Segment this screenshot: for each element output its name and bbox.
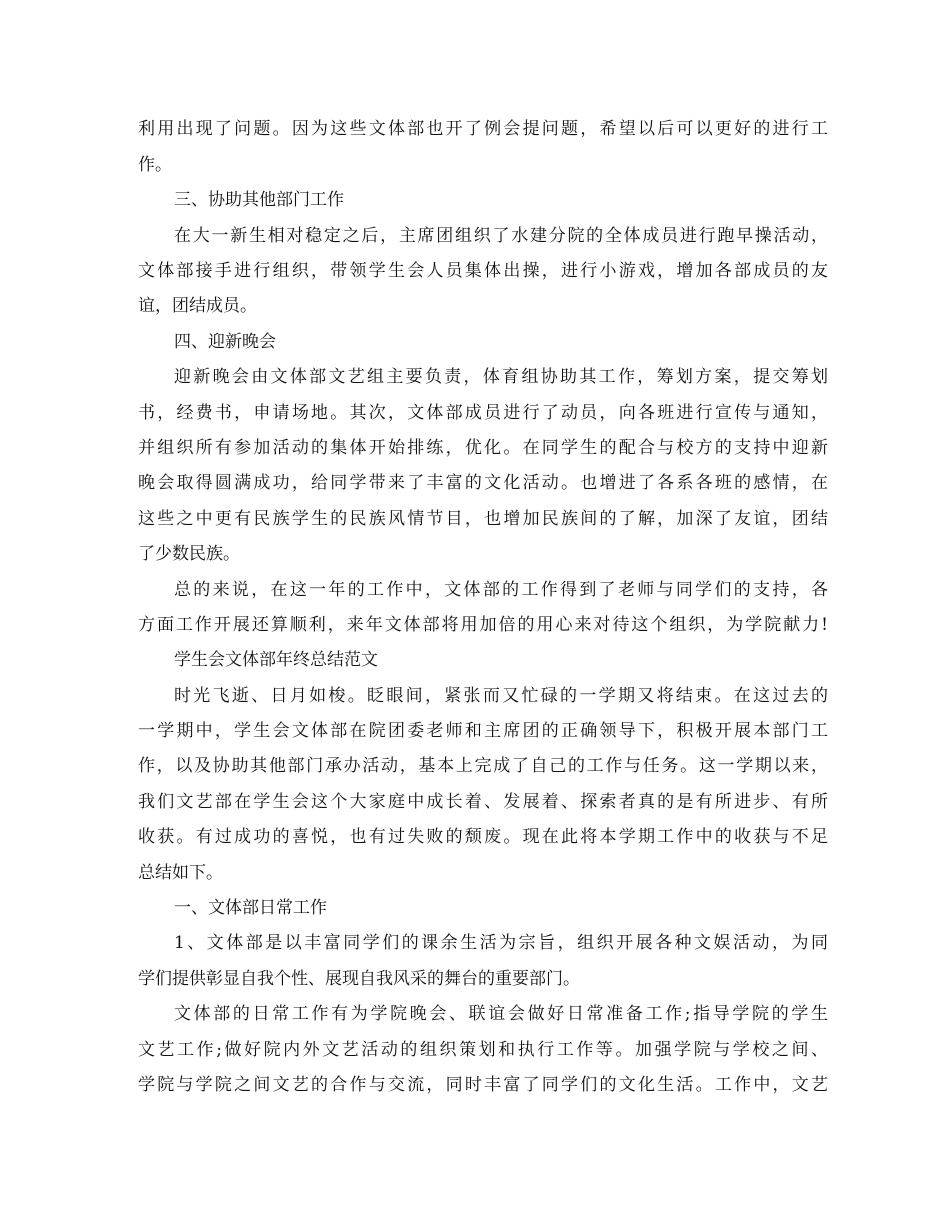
text-line: 这些之中更有民族学生的民族风情节目，也增加民族间的了解，加深了友谊，团结 (138, 509, 828, 529)
text-line: 书，经费书，申请场地。其次，文体部成员进行了动员，向各班进行宣传与通知， (138, 403, 828, 423)
text-line: 文体部的日常工作有为学院晚会、联谊会做好日常准备工作;指导学院的学生 (174, 1004, 828, 1024)
text-line: 总的来说，在这一年的工作中，文体部的工作得到了老师与同学们的支持，各 (174, 580, 828, 600)
text-line: 在大一新生相对稳定之后，主席团组织了水建分院的全体成员进行跑早操活动， (174, 226, 828, 246)
text-line: 晚会取得圆满成功，给同学带来了丰富的文化活动。也增进了各系各班的感情，在 (138, 473, 828, 493)
text-line: 学们提供彰显自我个性、展现自我风采的舞台的重要部门。 (138, 969, 580, 989)
text-line: 利用出现了问题。因为这些文体部也开了例会提问题，希望以后可以更好的进行工 (138, 119, 828, 139)
section-heading: 三、协助其他部门工作 (174, 190, 344, 210)
text-line: 谊，团结成员。 (138, 296, 257, 316)
text-line: 文艺工作;做好院内外文艺活动的组织策划和执行工作等。加强学院与学校之间、 (138, 1040, 828, 1060)
text-line: 文体部接手进行组织，带领学生会人员集体出操，进行小游戏，增加各部成员的友 (138, 261, 828, 281)
text-line: 一学期中，学生会文体部在院团委老师和主席团的正确领导下，积极开展本部门工 (138, 721, 828, 741)
text-line: 作。 (138, 155, 172, 175)
text-line: 方面工作开展还算顺利，来年文体部将用加倍的用心来对待这个组织，为学院献力! (138, 615, 828, 635)
text-line: 总结如下。 (138, 863, 223, 883)
section-heading: 四、迎新晚会 (174, 332, 276, 352)
text-line: 我们文艺部在学生会这个大家庭中成长着、发展着、探索者真的是有所进步、有所 (138, 792, 828, 812)
text-line: 学院与学院之间文艺的合作与交流，同时丰富了同学们的文化生活。工作中，文艺 (138, 1075, 828, 1095)
text-line: 迎新晚会由文体部文艺组主要负责，体育组协助其工作，筹划方案，提交筹划 (174, 367, 828, 387)
text-line: 1、文体部是以丰富同学们的课余生活为宗旨，组织开展各种文娱活动，为同 (174, 933, 828, 953)
text-line: 并组织所有参加活动的集体开始排练，优化。在同学生的配合与校方的支持中迎新 (138, 438, 828, 458)
text-line: 时光飞逝、日月如梭。眨眼间，紧张而又忙碌的一学期又将结束。在这过去的 (174, 686, 828, 706)
text-line: 了少数民族。 (138, 544, 240, 564)
section-heading: 一、文体部日常工作 (174, 898, 327, 918)
text-line: 收获。有过成功的喜悦，也有过失败的颓废。现在此将本学期工作中的收获与不足 (138, 827, 828, 847)
article-title: 学生会文体部年终总结范文 (174, 650, 378, 670)
text-line: 作，以及协助其他部门承办活动，基本上完成了自己的工作与任务。这一学期以来， (138, 756, 828, 776)
